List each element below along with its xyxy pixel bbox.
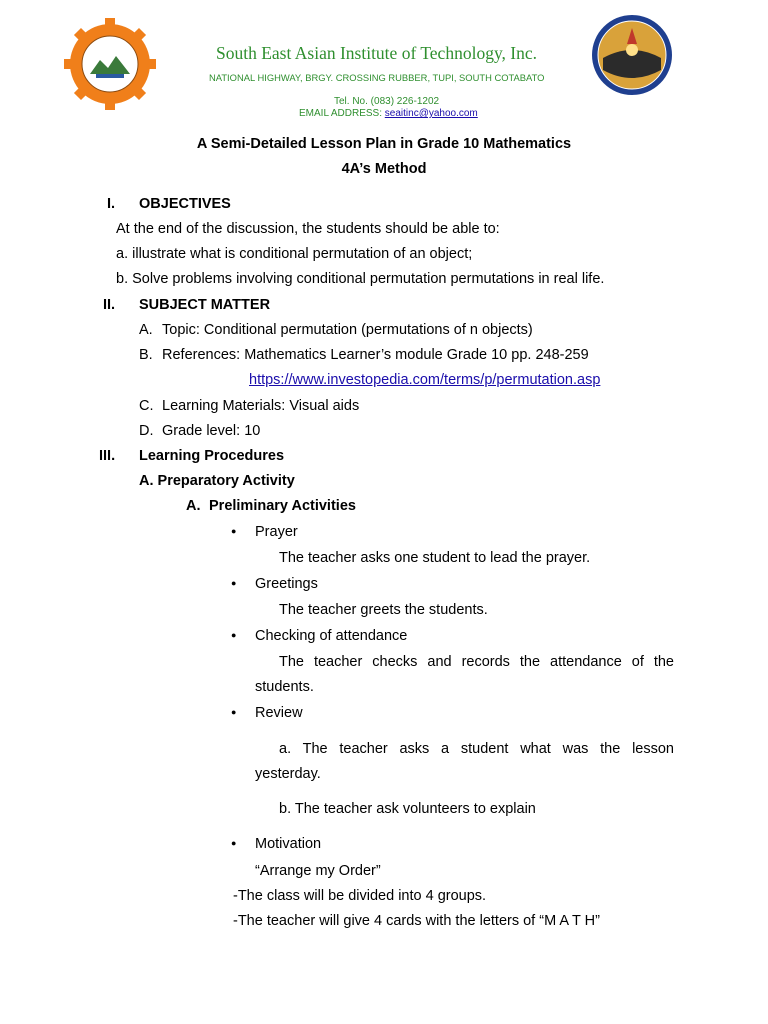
subject-item-letter: D. bbox=[139, 423, 154, 439]
cte-logo bbox=[589, 14, 675, 96]
bullet-icon: ● bbox=[231, 526, 237, 536]
email-label: EMAIL ADDRESS: bbox=[299, 108, 385, 119]
motivation-instruction: -The class will be divided into 4 groups. bbox=[233, 888, 487, 904]
prayer-title: Prayer bbox=[255, 524, 298, 540]
preliminary-letter: A. bbox=[186, 498, 201, 514]
subject-item-topic: Topic: Conditional permutation (permutations of n objects) bbox=[162, 322, 533, 338]
bullet-icon: ● bbox=[231, 630, 237, 640]
motivation-title: Motivation bbox=[255, 836, 322, 852]
objective-item: b. Solve problems involving conditional permutation permutations in real life. bbox=[116, 271, 605, 287]
lesson-plan-title: A Semi-Detailed Lesson Plan in Grade 10 Mathematics bbox=[196, 136, 572, 152]
section-numeral-2: II. bbox=[103, 297, 116, 313]
motivation-instruction: -The teacher will give 4 cards with the letters of “M A T H” bbox=[233, 913, 600, 929]
review-item-a-line2: yesterday. bbox=[255, 766, 321, 782]
review-title: Review bbox=[255, 705, 303, 721]
subject-item-letter: A. bbox=[139, 322, 153, 338]
attendance-desc-line1: The teacher checks and records the attendance of the bbox=[279, 654, 674, 670]
subject-matter-heading: SUBJECT MATTER bbox=[139, 297, 271, 313]
objective-item: a. illustrate what is conditional permutation of an object; bbox=[116, 246, 473, 262]
prayer-desc: The teacher asks one student to lead the prayer. bbox=[279, 550, 591, 566]
school-name: South East Asian Institute of Technology, Inc. bbox=[216, 43, 538, 63]
review-item-b: b. The teacher ask volunteers to explain bbox=[279, 801, 536, 817]
subject-item-letter: B. bbox=[139, 347, 153, 363]
method-title: 4A’s Method bbox=[341, 161, 427, 177]
svg-text:2006: 2006 bbox=[104, 86, 116, 92]
review-item-a-line1: a. The teacher asks a student what was the lesson bbox=[279, 741, 674, 757]
email-link[interactable]: seaitinc@yahoo.com bbox=[384, 108, 478, 119]
procedures-heading: Learning Procedures bbox=[139, 448, 285, 464]
subject-item-materials: Learning Materials: Visual aids bbox=[162, 398, 360, 414]
email-line bbox=[299, 108, 478, 119]
subject-item-grade: Grade level: 10 bbox=[162, 423, 261, 439]
preliminary-heading: Preliminary Activities bbox=[209, 498, 356, 514]
bullet-icon: ● bbox=[231, 838, 237, 848]
objectives-intro: At the end of the discussion, the students should be able to: bbox=[116, 221, 500, 237]
section-numeral-3: III. bbox=[99, 448, 116, 464]
objectives-heading: OBJECTIVES bbox=[139, 196, 231, 212]
attendance-title: Checking of attendance bbox=[255, 628, 408, 644]
telephone: Tel. No. (083) 226-1202 bbox=[334, 96, 440, 107]
subject-item-references: References: Mathematics Learner’s module Grade 10 pp. 248-259 bbox=[162, 347, 589, 363]
seait-logo bbox=[62, 16, 158, 112]
section-numeral-1: I. bbox=[107, 196, 116, 212]
bullet-icon: ● bbox=[231, 578, 237, 588]
greetings-desc: The teacher greets the students. bbox=[279, 602, 488, 618]
greetings-title: Greetings bbox=[255, 576, 318, 592]
bullet-icon: ● bbox=[231, 707, 237, 717]
attendance-desc-line2: students. bbox=[255, 679, 314, 695]
reference-link[interactable]: https://www.investopedia.com/terms/p/permutation.asp bbox=[249, 372, 601, 388]
subject-item-letter: C. bbox=[139, 398, 154, 414]
school-address: NATIONAL HIGHWAY, BRGY. CROSSING RUBBER, TUPI, SOUTH COTABATO bbox=[209, 72, 545, 83]
motivation-game-title: “Arrange my Order” bbox=[255, 863, 381, 879]
preparatory-activity-heading: A. Preparatory Activity bbox=[139, 473, 295, 489]
